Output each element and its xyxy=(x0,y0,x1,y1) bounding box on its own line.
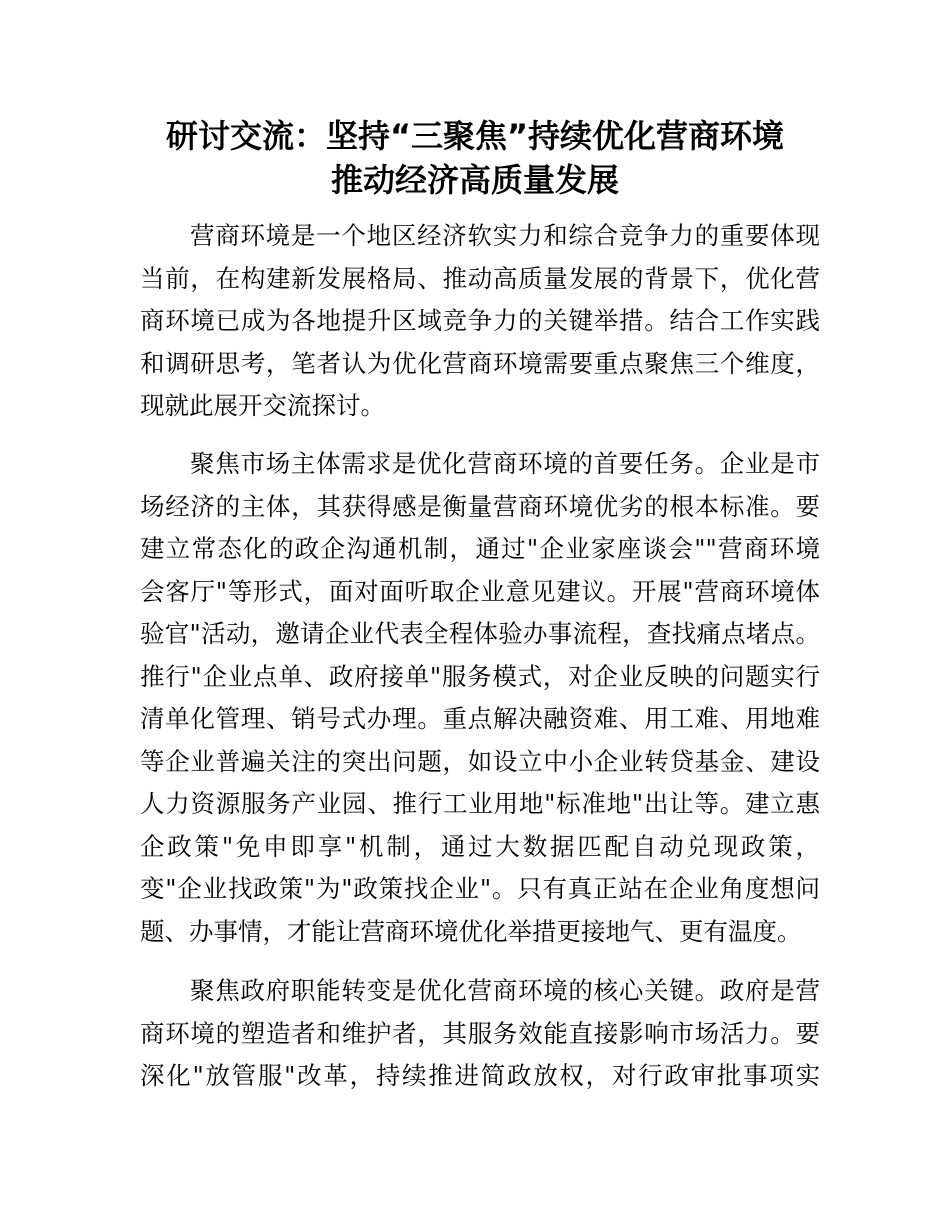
paragraph-line: 商环境已成为各地提升区域竞争力的关键举措。结合工作实践 xyxy=(140,306,820,335)
paragraph-line: 现就此展开交流探讨。 xyxy=(140,391,385,420)
paragraph-line: 推行"企业点单、政府接单"服务模式，对企业反映的问题实行 xyxy=(140,661,820,691)
paragraph-line: 和调研思考，笔者认为优化营商环境需要重点聚焦三个维度， xyxy=(140,348,820,378)
paragraph-line: 商环境的塑造者和维护者，其服务效能直接影响市场活力。要 xyxy=(140,1018,820,1048)
paragraph-line: 建立常态化的政企沟通机制，通过"企业家座谈会""营商环境 xyxy=(140,534,820,563)
paragraph-line: 聚焦政府职能转变是优化营商环境的核心关键。政府是营 xyxy=(190,976,820,1005)
paragraph-line: 验官"活动，邀请企业代表全程体验办事流程，查找痛点堵点。 xyxy=(140,619,820,648)
paragraph-line: 聚焦市场主体需求是优化营商环境的首要任务。企业是市 xyxy=(190,449,820,478)
paragraph-line: 清单化管理、销号式办理。重点解决融资难、用工难、用地难 xyxy=(140,704,820,733)
paragraph-line: 当前，在构建新发展格局、推动高质量发展的背景下，优化营 xyxy=(140,263,820,293)
document-title-line-2: 推动经济高质量发展 xyxy=(330,161,619,199)
paragraph-intro xyxy=(140,215,820,428)
paragraph-line: 企政策"免申即享"机制，通过大数据匹配自动兑现政策， xyxy=(140,831,820,861)
paragraph-line: 营商环境是一个地区经济软实力和综合竞争力的重要体现 xyxy=(190,221,820,250)
paragraph-line: 题、办事情，才能让营商环境优化举措更接地气、更有温度。 xyxy=(140,916,802,946)
document-title-line-1: 研讨交流：坚持“三聚焦”持续优化营商环境 xyxy=(165,117,785,155)
paragraph-line: 场经济的主体，其获得感是衡量营商环境优劣的根本标准。要 xyxy=(140,491,820,521)
paragraph-government-focus xyxy=(140,970,820,1098)
paragraph-line: 变"企业找政策"为"政策找企业"。只有真正站在企业角度想问 xyxy=(140,874,820,903)
paragraph-line: 人力资源服务产业园、推行工业用地"标准地"出让等。建立惠 xyxy=(140,789,820,818)
paragraph-line: 深化"放管服"改革，持续推进简政放权，对行政审批事项实 xyxy=(140,1061,820,1090)
paragraph-line: 等企业普遍关注的突出问题，如设立中小企业转贷基金、建设 xyxy=(140,746,820,776)
paragraph-market-focus xyxy=(140,443,820,953)
paragraph-line: 会客厅"等形式，面对面听取企业意见建议。开展"营商环境体 xyxy=(140,576,820,606)
